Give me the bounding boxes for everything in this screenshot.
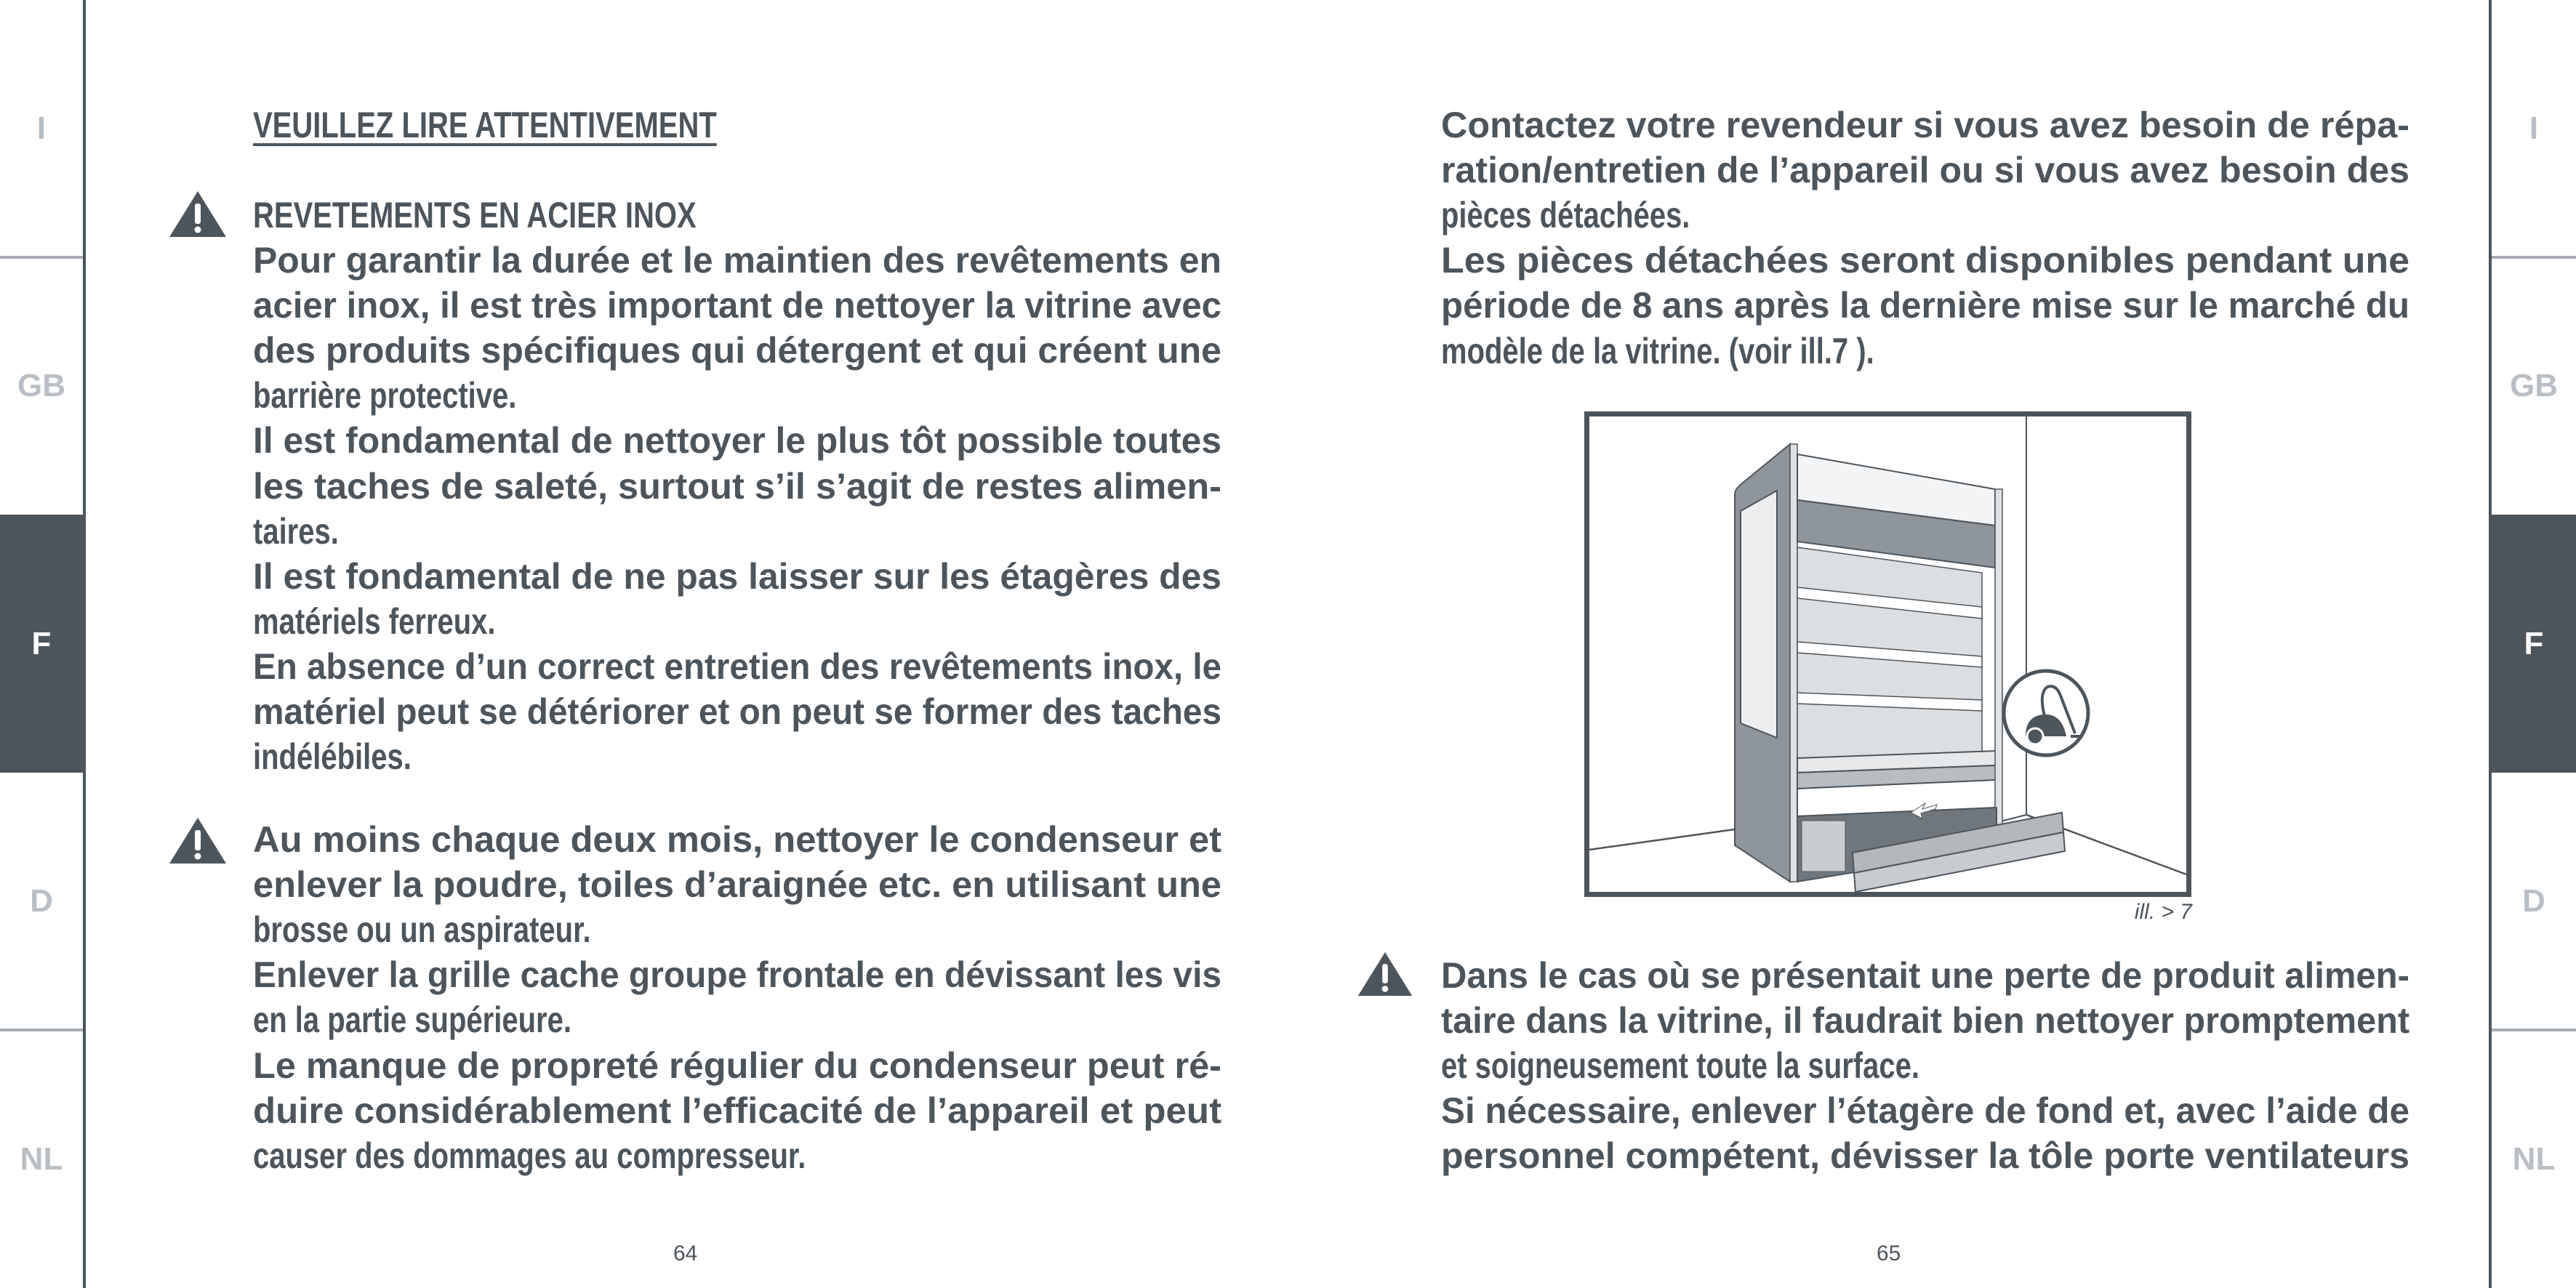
text-line: ration/entretien de l’appareil ou si vous avez besoin des: [1441, 150, 2410, 191]
text-line: brosse ou un aspirateur.: [253, 909, 591, 951]
language-tabs-right: [2492, 0, 2576, 1288]
tab-label: F: [2524, 625, 2544, 661]
tab-lang-i[interactable]: [2492, 0, 2576, 257]
language-tabs-left: [0, 0, 83, 1288]
text-line: matériels ferreux.: [253, 600, 496, 642]
vacuum-cleaner-icon: [2004, 671, 2088, 755]
section-title: REVETEMENTS EN ACIER INOX: [253, 195, 697, 236]
tab-lang-d[interactable]: [2492, 773, 2576, 1030]
text-line: duire considérablement l’efficacité de l’appareil et peut: [253, 1090, 1222, 1131]
page-edge-line-left: [83, 0, 86, 1288]
display-case-illustration: [1589, 416, 2186, 892]
tab-label: NL: [2512, 1140, 2556, 1177]
text-line: période de 8 ans après la dernière mise sur le marché du: [1441, 285, 2410, 326]
page-number: 65: [1877, 1241, 1901, 1265]
text-line: Pour garantir la durée et le maintien des revêtements en: [253, 240, 1222, 281]
tab-label: NL: [20, 1140, 63, 1177]
text-line: matériel peut se détériorer et on peut se former des taches: [253, 691, 1222, 732]
page-heading: VEUILLEZ LIRE ATTENTIVEMENT: [253, 105, 717, 145]
text-line: Au moins chaque deux mois, nettoyer le condenseur et: [253, 819, 1222, 860]
text-line: taires.: [253, 510, 339, 552]
text-line: Dans le cas où se présentait une perte de produit alimen-: [1441, 955, 2410, 996]
tab-label: D: [2522, 883, 2545, 919]
tab-lang-f-active[interactable]: [0, 515, 83, 773]
text-line: indélébiles.: [253, 736, 412, 778]
text-line: pièces détachées.: [1441, 195, 1690, 236]
text-line: des produits spécifiques qui détergent et qui créent une: [253, 330, 1221, 371]
text-line: Le manque de propreté régulier du condenseur peut ré-: [253, 1045, 1221, 1086]
tab-label: D: [30, 883, 53, 919]
illustration-figure: [1584, 411, 2191, 897]
text-line: et soigneusement toute la surface.: [1441, 1045, 1919, 1087]
text-line: Contactez votre revendeur si vous avez besoin de répa-: [1441, 105, 2410, 145]
page-number: 64: [673, 1241, 698, 1265]
tab-label: I: [2529, 110, 2539, 146]
tab-lang-gb[interactable]: [0, 257, 83, 515]
text-line: Enlever la grille cache groupe frontale en dévissant les vis: [253, 954, 1222, 996]
tab-lang-i[interactable]: [0, 0, 83, 257]
warning-triangle-icon: [169, 191, 226, 237]
text-line: Il est fondamental de ne pas laisser sur les étagères des: [253, 555, 1222, 597]
tab-label: I: [36, 110, 47, 146]
warning-triangle-icon: [169, 818, 226, 864]
text-line: enlever la poudre, toiles d’araignée etc. en utilisant une: [253, 864, 1222, 906]
tab-lang-nl[interactable]: [0, 1030, 83, 1288]
text-line: taire dans la vitrine, il faudrait bien nettoyer promptement: [1441, 1000, 2410, 1042]
tab-lang-gb[interactable]: [2492, 257, 2576, 515]
tab-label: GB: [17, 368, 65, 403]
text-line: en la partie supérieure.: [253, 999, 571, 1041]
text-line: Si nécessaire, enlever l’étagère de fond et, avec l’aide de: [1441, 1090, 2410, 1132]
text-line: En absence d’un correct entretien des revêtements inox, le: [253, 645, 1222, 687]
tab-lang-d[interactable]: [0, 773, 83, 1030]
text-line: modèle de la vitrine. (voir ill.7 ).: [1441, 330, 1874, 371]
tab-lang-nl[interactable]: [2492, 1030, 2576, 1288]
text-line: personnel compétent, dévisser la tôle porte ventilateurs: [1441, 1135, 2410, 1177]
text-line: Il est fondamental de nettoyer le plus tôt possible toutes: [253, 420, 1221, 462]
tab-label: F: [31, 625, 52, 661]
text-line: causer des dommages au compresseur.: [253, 1135, 806, 1176]
text-line: barrière protective.: [253, 375, 517, 416]
text-line: les taches de saleté, surtout s’il s’agit de restes alimen-: [253, 465, 1221, 507]
tab-lang-f-active[interactable]: [2492, 515, 2576, 773]
warning-triangle-icon: [1357, 952, 1413, 996]
tab-label: GB: [2510, 368, 2558, 403]
text-line: acier inox, il est très important de nettoyer la vitrine avec: [253, 285, 1222, 326]
text-line: Les pièces détachées seront disponibles pendant une: [1441, 240, 2410, 281]
figure-caption: ill. > 7: [2134, 900, 2192, 924]
